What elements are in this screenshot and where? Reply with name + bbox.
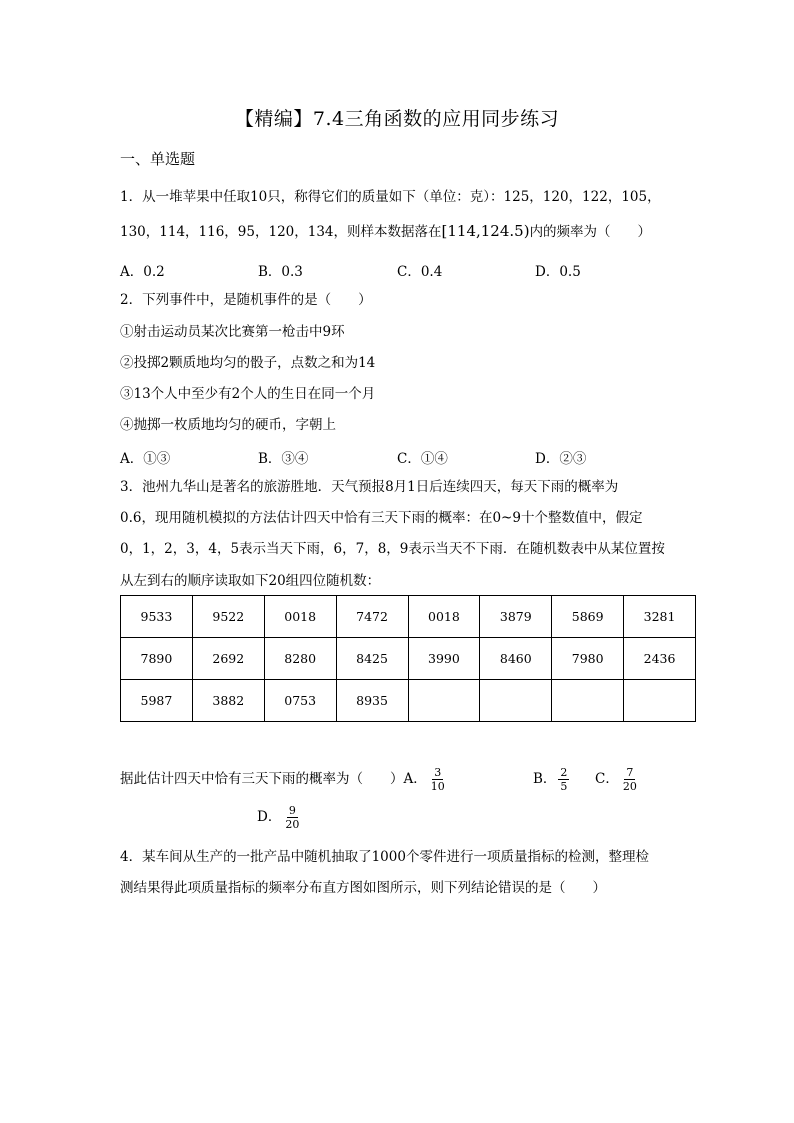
fraction-denominator: 10: [430, 780, 445, 793]
table-cell: 7472: [336, 596, 408, 638]
q3-option-c-fraction: [621, 766, 639, 793]
table-cell: 3879: [480, 596, 552, 638]
table-row: [121, 680, 696, 722]
document-title: 【精编】7.4三角函数的应用同步练习: [234, 108, 560, 130]
table-cell: 8425: [336, 638, 408, 680]
q1-interval: [114,124.5): [441, 222, 530, 240]
q3-option-b-fraction: [558, 766, 569, 793]
q2-item-1: ①射击运动员某次比赛第一枪击中9环: [120, 324, 345, 340]
q1-stem-prefix: 130，114，116，95，120，134，则样本数据落在: [120, 224, 442, 240]
table-cell: 0018: [264, 596, 336, 638]
fraction-numerator: 2: [560, 766, 568, 779]
table-cell: 9533: [121, 596, 193, 638]
table-cell: 8935: [336, 680, 408, 722]
q2-option-c: C．①④: [397, 451, 448, 467]
q1-option-b: B．0.3: [258, 264, 303, 280]
table-cell: 7980: [552, 638, 624, 680]
q2-option-d: D．②③: [535, 451, 587, 467]
table-cell: 5987: [121, 680, 193, 722]
table-cell: [480, 680, 552, 722]
q2-stem: 2．下列事件中，是随机事件的是（ ）: [120, 292, 372, 308]
table-cell: 8280: [264, 638, 336, 680]
table-cell: 2692: [192, 638, 264, 680]
q2-item-2: ②投掷2颗质地均匀的骰子，点数之和为14: [120, 355, 376, 371]
q3-option-b-label: B．: [533, 771, 557, 787]
q2-options: [120, 447, 720, 465]
q2-item-4: ④抛掷一枚质地均匀的硬币，字朝上: [120, 417, 336, 433]
q3-option-c-label: C．: [595, 771, 619, 787]
q3-stem-line-3: 0，1，2，3，4，5表示当天下雨，6，7，8，9表示当天不下雨．在随机数表中从某位置按: [120, 541, 665, 557]
table-cell: [624, 680, 696, 722]
table-cell: 3281: [624, 596, 696, 638]
q3-option-d-fraction: [283, 804, 301, 831]
table-row: [121, 638, 696, 680]
table-cell: 2436: [624, 638, 696, 680]
fraction-denominator: 5: [560, 780, 568, 793]
table-row: [121, 596, 696, 638]
table-cell: 9522: [192, 596, 264, 638]
q3-option-d-label: D．: [257, 809, 282, 825]
q1-options: [120, 260, 720, 278]
q3-question-line: [120, 765, 449, 793]
q3-option-b: [533, 765, 571, 793]
random-number-table: [120, 595, 696, 722]
fraction-denominator: 20: [622, 780, 637, 793]
q3-stem-line-2: 0.6，现用随机模拟的方法估计四天中恰有三天下雨的概率：在0~9十个整数值中，假定: [120, 510, 643, 526]
q3-stem-line-1: 3．池州九华山是著名的旅游胜地．天气预报8月1日后连续四天，每天下雨的概率为: [120, 479, 619, 495]
fraction-denominator: 20: [285, 818, 300, 831]
table-cell: 7890: [121, 638, 193, 680]
q1-stem-line-1: 1．从一堆苹果中任取10只，称得它们的质量如下（单位：克）：125，120，122，105，: [120, 189, 661, 205]
q3-option-a-label: A．: [403, 771, 427, 787]
q2-option-a: A．①③: [120, 451, 171, 467]
fraction-numerator: 7: [626, 766, 634, 779]
table-cell: 3882: [192, 680, 264, 722]
table-cell: [552, 680, 624, 722]
q1-stem-suffix: 内的频率为（ ）: [529, 224, 652, 240]
q1-option-d: D．0.5: [535, 264, 581, 280]
table-cell: 8460: [480, 638, 552, 680]
table-cell: [408, 680, 480, 722]
fraction-numerator: 9: [288, 804, 296, 817]
q3-option-a-fraction: [429, 766, 447, 793]
q2-option-b: B．③④: [258, 451, 309, 467]
q1-stem-line-2: [120, 222, 651, 241]
q3-stem-line-4: 从左到右的顺序读取如下20组四位随机数：: [120, 573, 381, 589]
q2-item-3: ③13个人中至少有2个人的生日在同一个月: [120, 386, 376, 402]
table-cell: 0018: [408, 596, 480, 638]
section-heading: 一、单选题: [120, 150, 196, 168]
q4-stem-line-1: 4．某车间从生产的一批产品中随机抽取了1000个零件进行一项质量指标的检测，整理检: [120, 849, 649, 865]
q1-option-a: A．0.2: [120, 264, 165, 280]
fraction-numerator: 3: [434, 766, 442, 779]
q4-stem-line-2: 测结果得此项质量指标的频率分布直方图如图所示，则下列结论错误的是（ ）: [120, 880, 606, 896]
q1-option-c: C．0.4: [397, 264, 443, 280]
q3-option-d: [257, 803, 303, 831]
table-cell: 0753: [264, 680, 336, 722]
q3-option-c: [595, 765, 641, 793]
table-cell: 5869: [552, 596, 624, 638]
table-cell: 3990: [408, 638, 480, 680]
q3-question: 据此估计四天中恰有三天下雨的概率为（ ）: [120, 771, 404, 787]
